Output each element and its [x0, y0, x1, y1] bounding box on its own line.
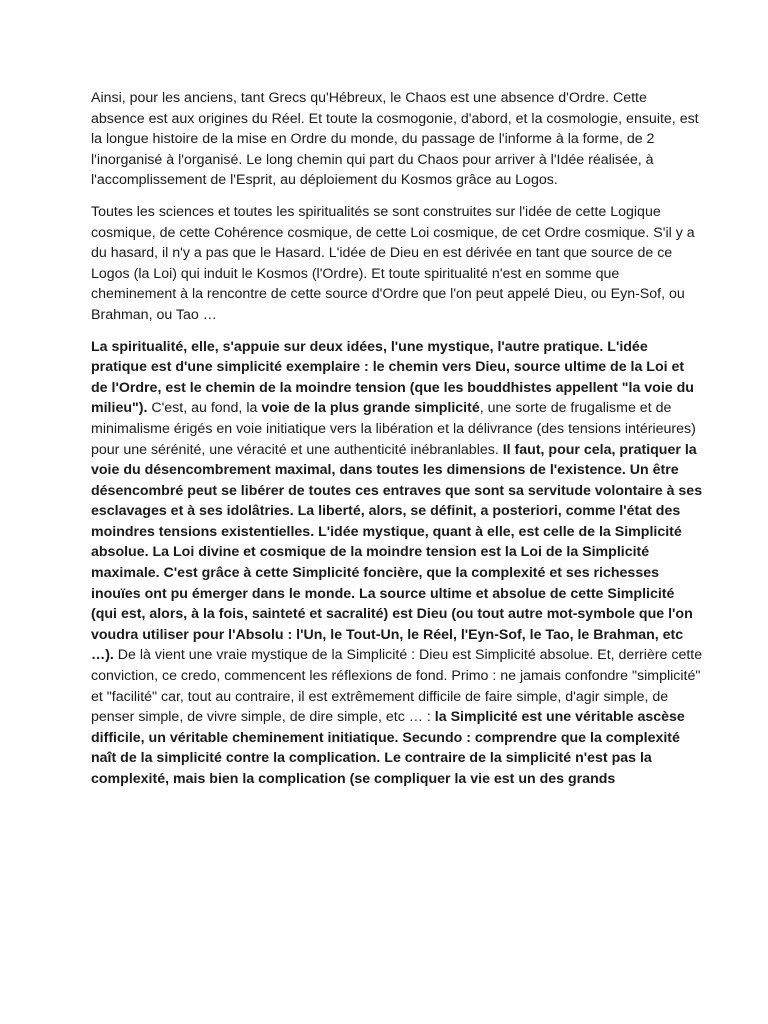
paragraph-2 — [91, 202, 703, 326]
text-run: Ainsi, pour les anciens, tant Grecs qu'Hébreux, le Chaos est une absence d'Ordre. Cette absence est aux origines du Réel. Et toute la cosmogonie, d'abord, et la cosmologie, ensuite, est la longue histoire de la mise en Ordre du monde, du passage de l'informe à la forme, de 2 l'inorganisé à l'organisé. Le long chemin qui part du Chaos pour arriver à l'Idée réalisée, à l'accomplissement de l'Esprit, au déploiement du Kosmos grâce au Logos. — [91, 90, 699, 189]
paragraph-1 — [91, 88, 703, 191]
text-run: , une sorte de frugalisme et de minimalisme érigés en voie initiatique vers la libération et la délivrance (des tensions intérieures) pour une sérénité, une véracité et une authenticité inébranlables. — [91, 400, 696, 458]
bold-text-run: Il faut, pour cela, pratiquer la voie du désencombrement maximal, dans toutes les dimensions de l'existence. Un être désencombré peut se libérer de toutes ces entraves que sont sa servitude volontaire à ses esclavages et à ses idolâtries. La liberté, alors, se définit, a posteriori, comme l'état des moindres tensions existentielles. L'idée mystique, quant à elle, est celle de la Simplicité absolue. La Loi divine et cosmique de la moindre tension est la Loi de la Simplicité maximale. C'est grâce à cette Simplicité foncière, que la complexité et ses richesses inouïes ont pu émerger dans le monde. La source ultime et absolue de cette Simplicité (qui est, alors, à la fois, sainteté et sacralité) est Dieu (ou tout autre mot-symbole que l'on voudra utiliser pour l'Absolu : l'Un, le Tout-Un, le Réel, l'Eyn-Sof, le Tao, le Brahman, etc …). — [91, 441, 703, 664]
paragraph-3 — [91, 337, 703, 790]
document-page — [91, 88, 703, 801]
bold-text-run: voie de la plus grande simplicité — [261, 400, 480, 417]
bold-text-run: la Simplicité est une véritable ascèse difficile, un véritable cheminement initiatique. Secundo : comprendre que la complexité naît de la simplicité contre la complication. Le contraire de la simplicité n'est pas la complexité, mais bien la complication (se compliquer la vie est un des grands — [91, 709, 685, 787]
text-run: Toutes les sciences et toutes les spiritualités se sont construites sur l'idée de cette Logique cosmique, de cette Cohérence cosmique, de cette Loi cosmique, de cet Ordre cosmique. S'il y a du hasard, il n'y a pas que le Hasard. L'idée de Dieu en est dérivée en tant que source de ce Logos (la Loi) qui induit le Kosmos (l'Ordre). Et toute spiritualité n'est en somme que cheminement à la rencontre de cette source d'Ordre que l'on peut appelé Dieu, ou Eyn-Sof, ou Brahman, ou Tao … — [91, 203, 695, 323]
text-run: C'est, au fond, la — [147, 400, 262, 417]
bold-text-run: La spiritualité, elle, s'appuie sur deux idées, l'une mystique, l'autre pratique. L'idée pratique est d'une simplicité exemplaire : le chemin vers Dieu, source ultime de la Loi et de l'Ordre, est le chemin de la moindre tension (que les bouddhistes appellent "la voie du milieu"). — [91, 338, 694, 417]
text-run: De là vient une vraie mystique de la Simplicité : Dieu est Simplicité absolue. Et, derrière cette conviction, ce credo, commencent les réflexions de fond. Primo : ne jamais confondre "simplicité" et "facilité" car, tout au contraire, il est extrêmement difficile de faire simple, d'agir simple, de penser simple, de vivre simple, de dire simple, etc … : — [91, 647, 703, 726]
